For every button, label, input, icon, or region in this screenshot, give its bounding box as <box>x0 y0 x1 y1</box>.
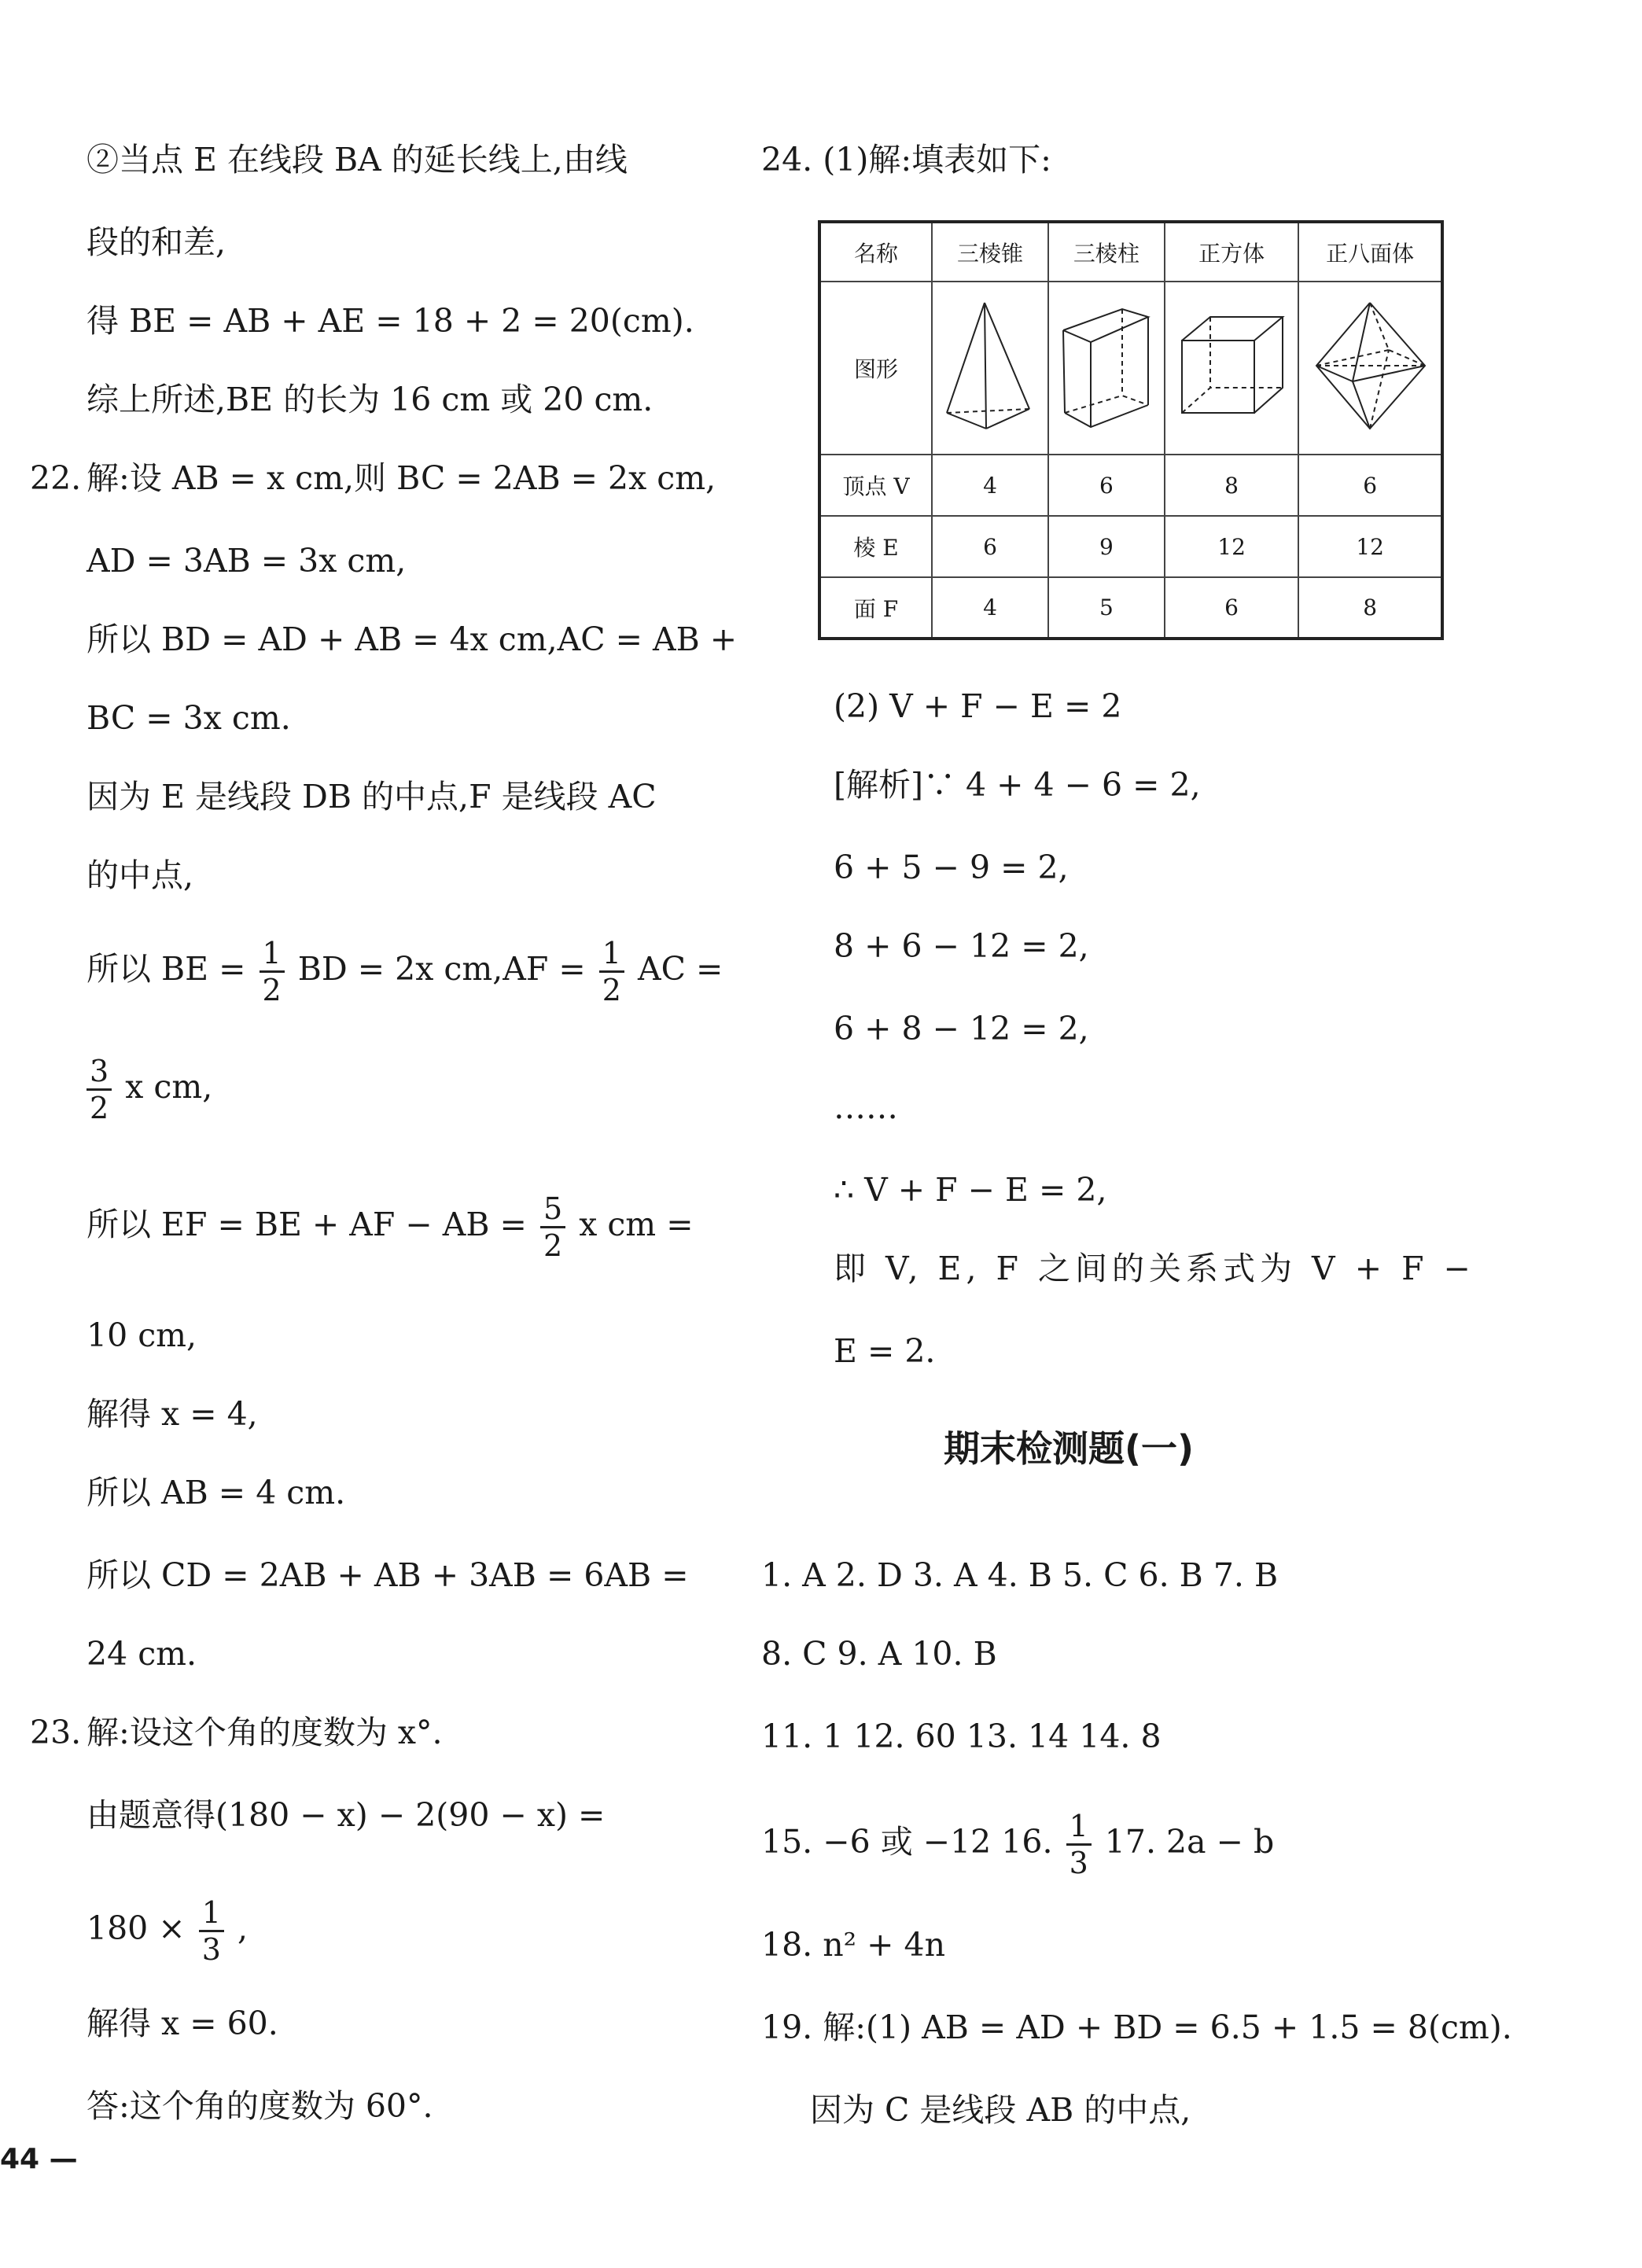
octahedron-figure <box>1298 282 1442 455</box>
frac-den: 3 <box>1069 1846 1088 1880</box>
table-cell: 6 <box>1298 455 1442 516</box>
frac-den: 3 <box>201 1932 221 1967</box>
table-cell: 4 <box>932 455 1048 516</box>
fraction-half <box>599 936 624 1007</box>
table-cell: 8 <box>1165 455 1298 516</box>
table-row-label: 面 F <box>819 577 932 639</box>
q24-analysis-8: E = 2. <box>834 1332 936 1370</box>
answers-line-4 <box>761 1809 1274 1880</box>
q24-analysis-5: …… <box>834 1088 898 1126</box>
frac-num: 1 <box>599 936 624 973</box>
answers-line-3: 11. 1 12. 60 13. 14 14. 8 <box>761 1718 1162 1755</box>
table-row <box>819 577 1442 639</box>
table-header-cell: 正方体 <box>1165 222 1298 282</box>
answers-line-4a: 15. −6 或 −12 16. <box>761 1823 1053 1861</box>
frac-num: 1 <box>199 1895 224 1932</box>
q24-analysis-4: 6 + 8 − 12 = 2, <box>834 1010 1089 1047</box>
fraction-third <box>199 1895 224 1967</box>
frac-num: 1 <box>260 936 285 973</box>
q23-line-5: 答:这个角的度数为 60°. <box>87 2087 433 2125</box>
cube-figure <box>1165 282 1298 455</box>
fraction-half <box>260 936 285 1007</box>
q24-part-2: (2) V + F − E = 2 <box>834 687 1122 725</box>
table-header-cell: 三棱柱 <box>1048 222 1165 282</box>
q22-line-9b: x cm = <box>579 1206 694 1243</box>
q22-line-4: BC = 3x cm. <box>87 699 291 737</box>
q24-analysis-1: [解析]∵ 4 + 4 − 6 = 2, <box>834 766 1201 804</box>
frac-num: 3 <box>87 1054 112 1091</box>
table-cell: 8 <box>1298 577 1442 639</box>
q23-line-3a: 180 × <box>87 1909 186 1947</box>
page-number: 44 — <box>0 2143 78 2175</box>
q23-number: 23. <box>30 1714 82 1751</box>
q22-line-7b: BD = 2x cm,AF = <box>297 950 586 988</box>
q22-line-6: 的中点, <box>87 856 194 894</box>
q22-line-8 <box>87 1054 212 1125</box>
answers-line-6: 19. 解:(1) AB = AD + BD = 6.5 + 1.5 = 8(cm). <box>761 2008 1512 2046</box>
q23-line-3b: , <box>237 1909 248 1947</box>
table-cell: 6 <box>932 516 1048 577</box>
q22-line-8-text: x cm, <box>125 1068 213 1106</box>
q22-line-3: 所以 BD = AD + AB = 4x cm,AC = AB + <box>87 620 738 658</box>
fraction-five-halves <box>540 1191 565 1263</box>
table-cell: 5 <box>1048 577 1165 639</box>
answers-line-7: 因为 C 是线段 AB 的中点, <box>810 2091 1191 2129</box>
q24-heading: 24. (1)解:填表如下: <box>761 141 1051 179</box>
frac-num: 5 <box>540 1191 565 1228</box>
q23-line-2: 由题意得(180 − x) − 2(90 − x) = <box>87 1796 606 1834</box>
table-cell: 9 <box>1048 516 1165 577</box>
q24-analysis-3: 8 + 6 − 12 = 2, <box>834 927 1089 965</box>
octahedron-icon <box>1307 295 1433 436</box>
triangular-pyramid-figure <box>932 282 1048 455</box>
q22-line-9a: 所以 EF = BE + AF − AB = <box>87 1206 527 1243</box>
table-row <box>819 516 1442 577</box>
table-cell: 12 <box>1165 516 1298 577</box>
answers-line-2: 8. C 9. A 10. B <box>761 1635 997 1673</box>
q22-line-1: 解:设 AB = x cm,则 BC = 2AB = 2x cm, <box>87 459 716 497</box>
q22-line-2: AD = 3AB = 3x cm, <box>87 542 407 580</box>
table-row-label: 顶点 V <box>819 455 932 516</box>
left-line-2: 段的和差, <box>87 223 226 261</box>
table-cell: 6 <box>1048 455 1165 516</box>
fraction-third <box>1066 1809 1092 1880</box>
q22-line-12: 所以 AB = 4 cm. <box>87 1474 346 1511</box>
frac-den: 2 <box>543 1228 563 1263</box>
frac-den: 2 <box>90 1091 109 1125</box>
triangular-pyramid-icon <box>939 295 1041 436</box>
answers-line-5: 18. n² + 4n <box>761 1926 945 1964</box>
table-shape-label: 图形 <box>819 282 932 455</box>
q24-analysis-7: 即 V, E, F 之间的关系式为 V + F − <box>834 1250 1475 1287</box>
q24-analysis-2: 6 + 5 − 9 = 2, <box>834 849 1069 886</box>
table-cell: 6 <box>1165 577 1298 639</box>
table-header-cell: 三棱锥 <box>932 222 1048 282</box>
table-header-row <box>819 222 1442 282</box>
table-shape-row <box>819 282 1442 455</box>
table-row-label: 棱 E <box>819 516 932 577</box>
q22-line-7c: AC = <box>638 950 723 988</box>
q22-line-13: 所以 CD = 2AB + AB + 3AB = 6AB = <box>87 1556 689 1594</box>
frac-den: 2 <box>602 973 621 1007</box>
cube-icon <box>1173 295 1290 436</box>
table-header-cell: 正八面体 <box>1298 222 1442 282</box>
table-cell: 4 <box>932 577 1048 639</box>
triangular-prism-figure <box>1048 282 1165 455</box>
q23-line-4: 解得 x = 60. <box>87 2005 278 2042</box>
answers-line-4b: 17. 2a − b <box>1104 1823 1275 1861</box>
q22-line-7 <box>87 936 723 1007</box>
frac-num: 1 <box>1066 1809 1092 1846</box>
table-cell: 12 <box>1298 516 1442 577</box>
polyhedra-table <box>818 220 1444 640</box>
frac-den: 2 <box>262 973 282 1007</box>
left-line-1: ②当点 E 在线段 BA 的延长线上,由线 <box>87 141 628 179</box>
q22-line-10: 10 cm, <box>87 1316 197 1354</box>
q22-line-11: 解得 x = 4, <box>87 1395 258 1433</box>
left-line-4: 综上所述,BE 的长为 16 cm 或 20 cm. <box>87 381 653 418</box>
q22-line-9 <box>87 1191 694 1263</box>
table-row <box>819 455 1442 516</box>
q22-line-7a: 所以 BE = <box>87 950 246 988</box>
answers-line-1: 1. A 2. D 3. A 4. B 5. C 6. B 7. B <box>761 1556 1279 1594</box>
q23-line-3 <box>87 1895 248 1967</box>
fraction-three-halves <box>87 1054 112 1125</box>
section-heading: 期末检测题(一) <box>944 1427 1195 1470</box>
table-header-cell: 名称 <box>819 222 932 282</box>
q24-analysis-6: ∴ V + F − E = 2, <box>834 1171 1107 1209</box>
triangular-prism-icon <box>1055 295 1158 436</box>
q22-line-14: 24 cm. <box>87 1635 197 1673</box>
q22-number: 22. <box>30 459 82 497</box>
left-line-3: 得 BE = AB + AE = 18 + 2 = 20(cm). <box>87 302 694 340</box>
q22-line-5: 因为 E 是线段 DB 的中点,F 是线段 AC <box>87 778 657 816</box>
q23-line-1: 解:设这个角的度数为 x°. <box>87 1714 443 1751</box>
